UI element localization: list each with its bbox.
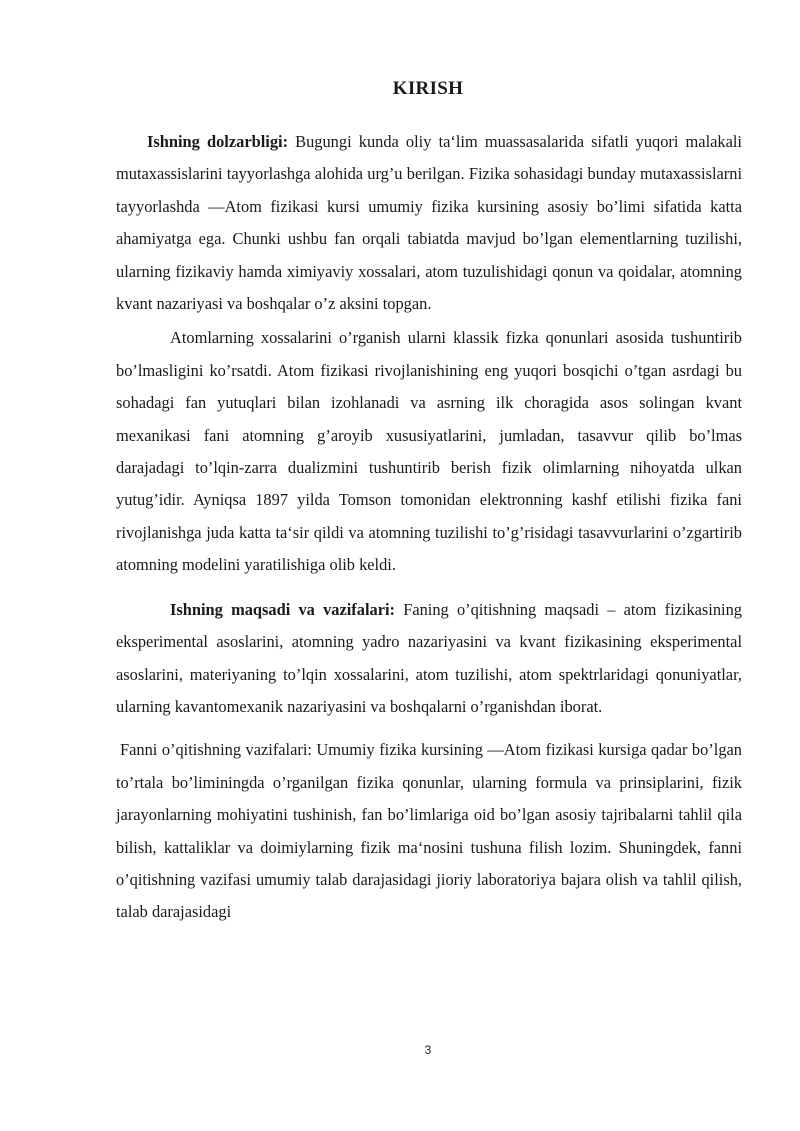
paragraph-goals (116, 594, 742, 724)
section-heading: KIRISH (392, 78, 464, 99)
body-text (116, 126, 742, 929)
paragraph-lead: Ishning dolzarbligi: (147, 132, 289, 151)
paragraph-text: Fanni o’qitishning vazifalari: Umumiy fizika kursining ―Atom fizikasi kursiga qadar bo’lgan to’rtala bo’liminingda o’rganilgan fizika qonunlar, ularning formula va prinsiplarini, fizik jarayonlarning mohiyatini tushinish, fan bo’limlariga oid bo’lgan asosiy tajribalarni tahlil qila bilish, kattaliklar va doimiylarning fizik ma‘nosini tushuna filish lozim. Shuningdek, fanni o’qitishning vazifasi umumiy talab darajasidagi jioriy laboratoriya bajara olish va tahlil qilish, talab darajasidagi (116, 740, 742, 922)
paragraph-lead: Ishning maqsadi va vazifalari: (170, 599, 395, 619)
page-number: 3 (424, 1043, 432, 1057)
paragraph-text: Faning o’qitishning maqsadi – atom fizikasining eksperimental asoslarini, atomning yadro nazariyasini va kvant fizikasining eksperimental asoslarini, materiyaning to’lqin xossalarini, atom tuzilishi, atom spektrlaridagi qonuniyatlar, ularning kavantomexanik nazariyasini va boshqalarni o’rganishdan iborat. (116, 599, 742, 716)
paragraph-text: Atomlarning xossalarini o’rganish ularni klassik fizka qonunlari asosida tushuntirib bo’lmasligini ko’rsatdi. Atom fizikasi rivojlanishining eng yuqori bosqichi o’tgan asrdagi bu sohadagi fan yutuqlari bilan izohlanadi va asrning ilk choragida asos solingan kvant mexanikasi fani atomning g’aroyib xususiyatlarini, jumladan, tasavvur qilib bo’lmas darajadagi to’lqin-zarra dualizmini tushuntirib berish fizik olimlarning nihoyatda ulkan yutug’idir. Ayniqsa 1897 yilda Tomson tomonidan elektronning kashf etilishi fizika fani rivojlanishga juda katta ta‘sir qildi va atomning tuzilishi to’g’risidagi tasavvurlarini o’zgartirib atomning modelini yaratilishiga olib keldi. (116, 328, 742, 575)
paragraph-atom-properties (116, 322, 742, 581)
paragraph-relevance (116, 126, 742, 320)
paragraph-tasks (116, 734, 742, 928)
paragraph-text: Bugungi kunda oliy ta‘lim muassasalarida sifatli yuqori malakali mutaxassislarini tayyorlashga alohida urg’u berilgan. Fizika sohasidagi bunday mutaxassislarni tayyorlashda ―Atom fizikasi kursi umumiy fizika kursining asosiy bo’limi sifatida katta ahamiyatga ega. Chunki ushbu fan orqali tabiatda mavjud bo’lgan elementlarning tuzilishi, ularning fizikaviy hamda ximiyaviy xossalari, atom tuzulishidagi qonun va qoidalar, atomning kvant nazariyasi va boshqalar o’z aksini topgan. (116, 132, 742, 314)
